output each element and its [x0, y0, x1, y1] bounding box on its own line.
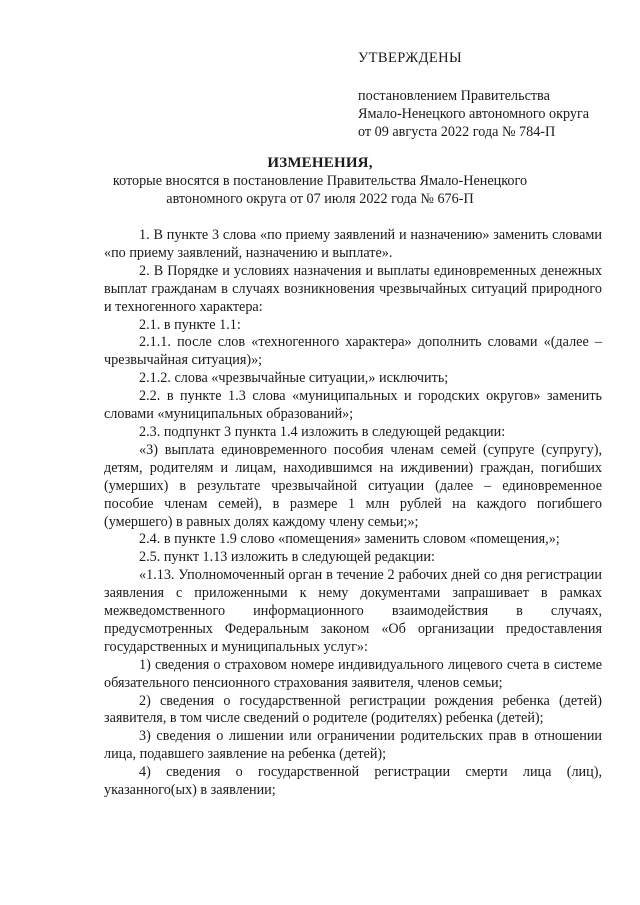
paragraph: 2) сведения о государственной регистрации рождения ребенка (детей) заявителя, в том числе сведений о родителе (родителях) ребенка (детей);	[104, 692, 602, 727]
paragraph: 2.1.1. после слов «техногенного характера» дополнить словами «(далее – чрезвычайная ситуация)»;	[104, 334, 602, 369]
document-subtitle-line: которые вносятся в постановление Правительства Ямало-Ненецкого	[112, 172, 528, 189]
approval-line: от 09 августа 2022 года № 784-П	[358, 123, 556, 140]
paragraph: 4) сведения о государственной регистрации смерти лица (лиц), указанного(ых) в заявлении;	[104, 764, 602, 799]
paragraph: 2.5. пункт 1.13 изложить в следующей редакции:	[139, 549, 435, 566]
paragraph: 2. В Порядке и условиях назначения и выплаты единовременных денежных выплат гражданам в случаях возникновения чрезвычайных ситуаций природного и техногенного характера:	[104, 262, 602, 315]
paragraph: «3) выплата единовременного пособия членам семей (супруге (супругу), детям, родителям и лицам, находившимся на иждивении) граждан, погибших (умерших) в результате чрезвычайной ситуации (далее – единовременное пособие членам семей), в размере 1 млн рублей на каждого погибшего (умершего) в равных долях каждому члену семьи;»;	[104, 441, 602, 530]
paragraph: 2.1.2. слова «чрезвычайные ситуации,» исключить;	[139, 370, 449, 387]
approval-stamp	[358, 50, 628, 142]
approval-line: постановлением Правительства	[358, 87, 550, 104]
approval-heading: УТВЕРЖДЕНЫ	[358, 50, 463, 66]
paragraph: 2.4. в пункте 1.9 слово «помещения» заменить словом «помещения,»;	[139, 531, 560, 548]
paragraph: 2.2. в пункте 1.3 слова «муниципальных и городских округов» заменить словами «муниципальных образований»;	[104, 388, 602, 423]
document-title: ИЗМЕНЕНИЯ,	[267, 155, 373, 171]
document-title-block	[100, 155, 540, 209]
paragraph: 3) сведения о лишении или ограничении родительских прав в отношении лица, подавшего заявление на ребенка (детей);	[104, 728, 602, 763]
document-subtitle-line: автономного округа от 07 июля 2022 года № 676-П	[166, 190, 474, 207]
paragraph: 1) сведения о страховом номере индивидуального лицевого счета в системе обязательного пенсионного страхования заявителя, членов семьи;	[104, 656, 602, 691]
paragraph: 2.3. подпункт 3 пункта 1.4 изложить в следующей редакции:	[139, 423, 506, 440]
paragraph: 2.1. в пункте 1.1:	[139, 316, 241, 333]
paragraph: «1.13. Уполномоченный орган в течение 2 рабочих дней со дня регистрации заявления с приложенными к нему документами запрашивает в рамках межведомственного информационного взаимодействия в случаях, предусмотренных Федеральным законом «Об организации предоставления государственных и муниципальных услуг»:	[104, 567, 602, 655]
paragraph: 1. В пункте 3 слова «по приему заявлений и назначению» заменить словами «по приему заявлений, назначению и выплате».	[104, 227, 602, 261]
approval-line: Ямало-Ненецкого автономного округа	[358, 105, 590, 122]
document-body	[104, 227, 602, 800]
